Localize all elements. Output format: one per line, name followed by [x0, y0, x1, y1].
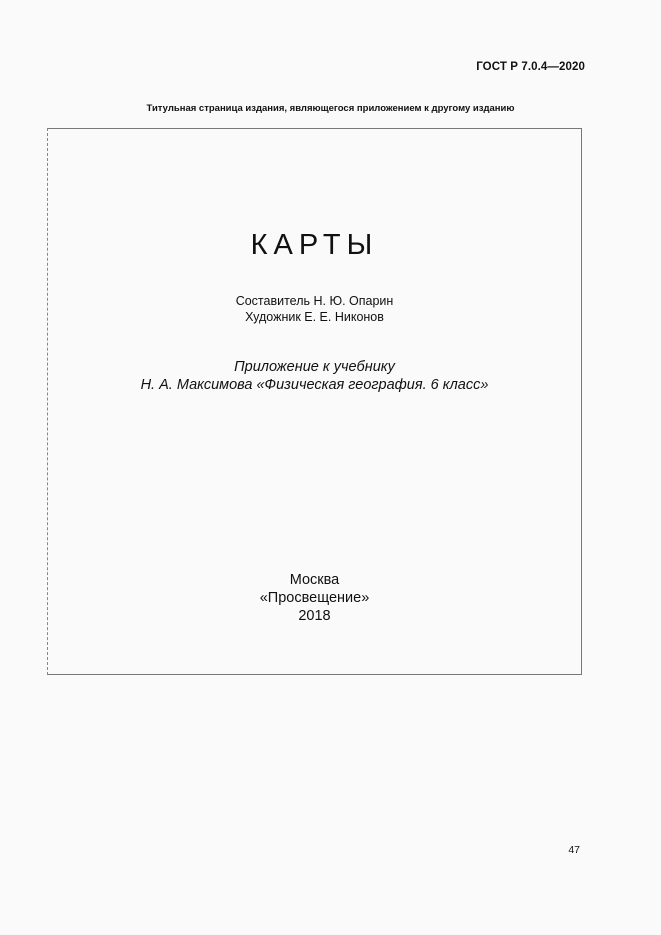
- compiler-credit: Составитель Н. Ю. Опарин: [235, 294, 394, 308]
- supplement-note: [47, 358, 582, 394]
- imprint-year: 2018: [298, 608, 331, 624]
- imprint-block: [47, 571, 582, 625]
- imprint-publisher: «Просвещение»: [259, 590, 370, 606]
- imprint-city: Москва: [289, 572, 340, 588]
- book-title: КАРТЫ: [250, 229, 379, 261]
- artist-credit: Художник Е. Е. Никонов: [245, 310, 384, 324]
- supplement-line-1: Приложение к учебнику: [234, 359, 395, 375]
- standard-designation: ГОСТ Р 7.0.4—2020: [476, 61, 585, 73]
- credits-block: [47, 293, 582, 325]
- page-number: 47: [568, 844, 580, 856]
- figure-caption: Титульная страница издания, являющегося приложением к другому изданию: [146, 103, 515, 114]
- supplement-line-2: Н. А. Максимова «Физическая география. 6 класс»: [140, 377, 489, 393]
